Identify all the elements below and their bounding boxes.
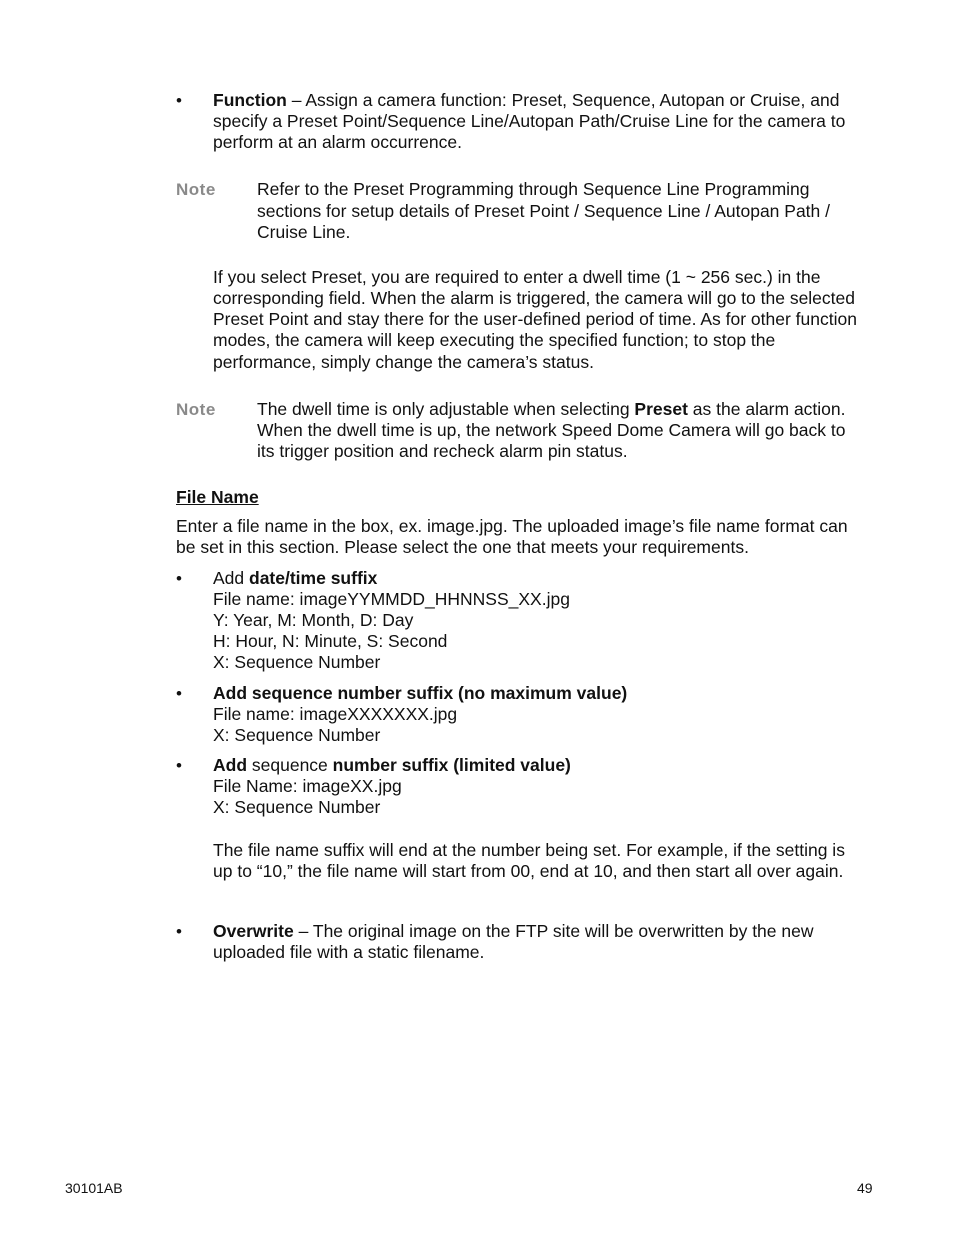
note2-line-1: [257, 399, 846, 420]
seq-limited-bold-2: number suffix (limited value): [332, 755, 571, 775]
seq-nomax-title: [213, 683, 627, 704]
bullet-dot: •: [176, 922, 182, 941]
datetime-line-4: X: Sequence Number: [213, 652, 381, 672]
seq-nomax-line-2: X: Sequence Number: [213, 725, 381, 745]
datetime-line-3: H: Hour, N: Minute, S: Second: [213, 631, 448, 651]
page-number: 49: [857, 1180, 873, 1196]
datetime-line-2: Y: Year, M: Month, D: Day: [213, 610, 414, 630]
datetime-pre: Add: [213, 568, 249, 588]
preset-para-line-3: Preset Point and stay there for the user-defined period of time. As for other function: [213, 309, 857, 329]
overwrite-line-1: [213, 921, 814, 942]
preset-para-line-1: If you select Preset, you are required to enter a dwell time (1 ~ 256 sec.) in the: [213, 267, 821, 287]
datetime-title: [213, 568, 377, 589]
function-line-3: perform at an alarm occurrence.: [213, 132, 462, 152]
seq-limited-title: [213, 755, 571, 776]
seq-nomax-line-1: File name: imageXXXXXXX.jpg: [213, 704, 458, 724]
bullet-dot: •: [176, 569, 182, 588]
seq-nomax-bold: Add sequence number suffix (no maximum value): [213, 683, 628, 703]
overwrite-term: Overwrite: [213, 921, 294, 941]
note1-line-3: Cruise Line.: [257, 222, 351, 242]
seq-limited-para-line-1: The file name suffix will end at the number being set. For example, if the setting is: [213, 840, 845, 860]
file-name-intro-line-2: be set in this section. Please select the one that meets your requirements.: [176, 537, 749, 557]
note2-preset-term: Preset: [634, 399, 688, 419]
preset-para-line-2: corresponding field. When the alarm is triggered, the camera will go to the selected: [213, 288, 855, 308]
overwrite-line-2: uploaded file with a static filename.: [213, 942, 485, 962]
note2-line-3: its trigger position and recheck alarm pin status.: [257, 441, 628, 461]
file-name-intro-line-1: Enter a file name in the box, ex. image.jpg. The uploaded image’s file name format can: [176, 516, 848, 536]
note1-line-1: Refer to the Preset Programming through Sequence Line Programming: [257, 179, 810, 199]
datetime-line-1: File name: imageYYMMDD_HHNNSS_XX.jpg: [213, 589, 570, 609]
seq-limited-line-2: X: Sequence Number: [213, 797, 381, 817]
preset-para-line-4: modes, the camera will keep executing the specified function; to stop the: [213, 330, 776, 350]
function-desc-1: – Assign a camera function: Preset, Sequence, Autopan or Cruise, and: [286, 90, 840, 110]
note1-line-2: sections for setup details of Preset Point / Sequence Line / Autopan Path /: [257, 201, 831, 221]
seq-limited-line-1: File Name: imageXX.jpg: [213, 776, 402, 796]
function-line-2: specify a Preset Point/Sequence Line/Autopan Path/Cruise Line for the camera to: [213, 111, 846, 131]
bullet-dot: •: [176, 684, 182, 703]
datetime-bold: date/time suffix: [249, 568, 378, 588]
note2-text-pre: The dwell time is only adjustable when selecting: [257, 399, 635, 419]
function-term: Function: [213, 90, 287, 110]
bullet-dot: •: [176, 756, 182, 775]
note2-text-post: as the alarm action.: [687, 399, 846, 419]
note2-line-2: When the dwell time is up, the network Speed Dome Camera will go back to: [257, 420, 846, 440]
overwrite-desc-1: – The original image on the FTP site will be overwritten by the new: [293, 921, 814, 941]
section-heading: File Name: [176, 487, 259, 507]
seq-limited-para-line-2: up to “10,” the file name will start from 00, end at 10, and then start all over again.: [213, 861, 844, 881]
note-label: Note: [176, 180, 216, 199]
bullet-dot: •: [176, 91, 182, 110]
seq-limited-bold-1: Add: [213, 755, 248, 775]
doc-code: 30101AB: [65, 1180, 123, 1196]
preset-para-line-5: performance, simply change the camera’s status.: [213, 352, 594, 372]
seq-limited-plain: sequence: [247, 755, 333, 775]
function-line-1: [213, 90, 839, 111]
note-label: Note: [176, 400, 216, 419]
